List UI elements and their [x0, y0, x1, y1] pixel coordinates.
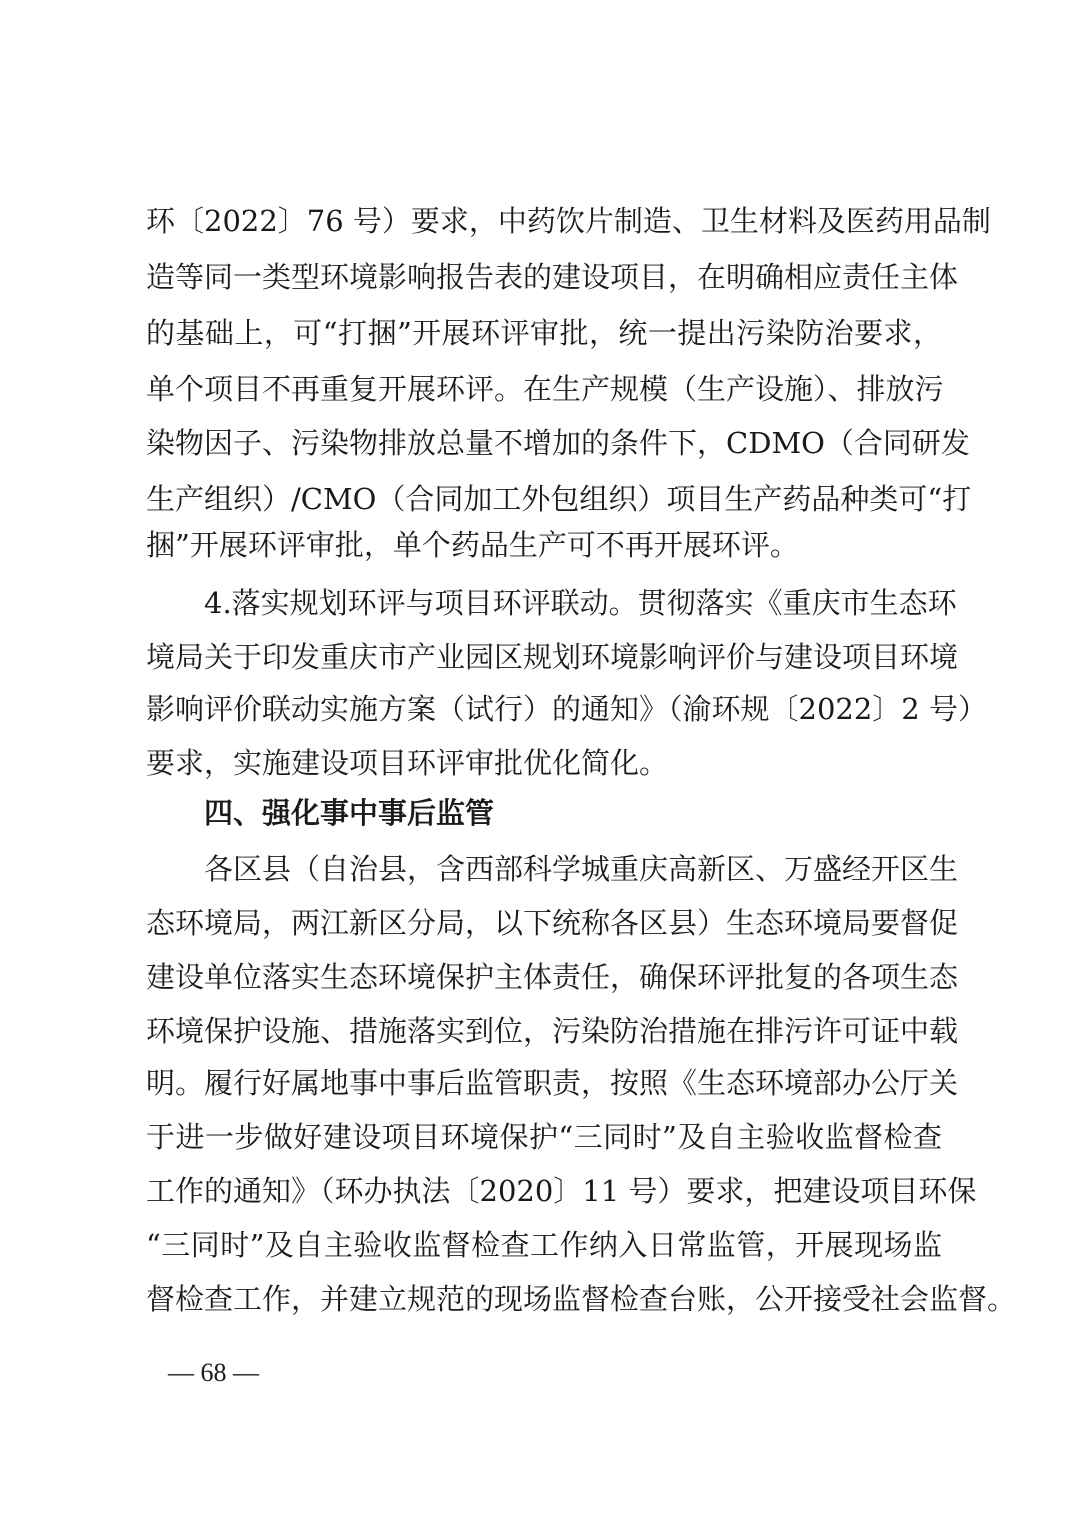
text-line: 生产组织）/CMO（合同加工外包组织）项目生产药品种类可“打: [146, 482, 972, 516]
text-line: 染物因子、污染物排放总量不增加的条件下，CDMO（合同研发: [146, 426, 970, 460]
text-line: 建设单位落实生态环境保护主体责任，确保环评批复的各项生态: [146, 960, 959, 994]
text-line: 环〔2022〕76 号）要求，中药饮片制造、卫生材料及医药用品制: [146, 204, 991, 238]
paragraph-start-line: 各区县（自治县，含西部科学城重庆高新区、万盛经开区生: [204, 852, 959, 886]
section-heading: 四、强化事中事后监管: [204, 796, 495, 830]
text-line: 单个项目不再重复开展环评。在生产规模（生产设施）、排放污: [146, 372, 944, 406]
page-number: — 68 —: [168, 1358, 259, 1387]
text-line: 捆”开展环评审批，单个药品生产可不再开展环评。: [146, 528, 799, 562]
text-line: 造等同一类型环境影响报告表的建设项目，在明确相应责任主体: [146, 260, 959, 294]
text-line: 督检查工作，并建立规范的现场监督检查台账，公开接受社会监督。: [146, 1282, 1017, 1316]
text-line: 态环境局，两江新区分局，以下统称各区县）生态环境局要督促: [146, 906, 959, 940]
paragraph-start-line: 4.落实规划环评与项目环评联动。贯彻落实《重庆市生态环: [204, 586, 957, 620]
text-line: 要求，实施建设项目环评审批优化简化。: [146, 746, 669, 780]
text-line: 工作的通知》（环办执法〔2020〕11 号）要求，把建设项目环保: [146, 1174, 977, 1208]
text-line: 环境保护设施、措施落实到位，污染防治措施在排污许可证中载: [146, 1014, 959, 1048]
text-line: 影响评价联动实施方案（试行）的通知》（渝环规〔2022〕2 号）: [146, 692, 987, 726]
text-line: 于进一步做好建设项目环境保护“三同时”及自主验收监督检查: [146, 1120, 942, 1154]
text-line: 的基础上，可“打捆”开展环评审批，统一提出污染防治要求，: [146, 316, 942, 350]
text-line: 境局关于印发重庆市产业园区规划环境影响评价与建设项目环境: [146, 640, 959, 674]
text-line: “三同时”及自主验收监督检查工作纳入日常监管，开展现场监: [146, 1228, 942, 1262]
text-line: 明。履行好属地事中事后监管职责，按照《生态环境部办公厅关: [146, 1066, 959, 1100]
